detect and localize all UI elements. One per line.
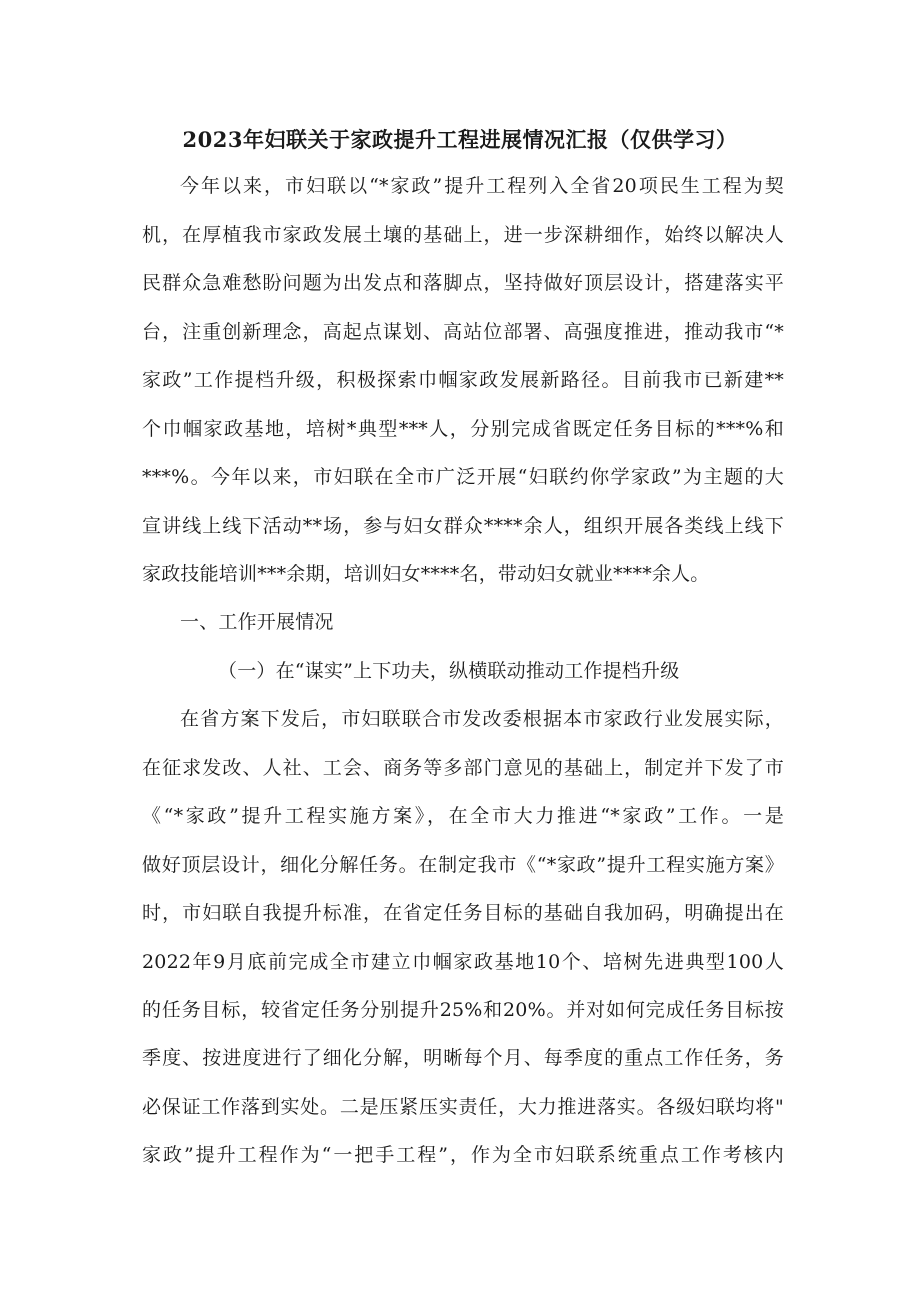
paragraph-line: 2022年9月底前完成全市建立巾帼家政基地10个、培树先进典型100人	[142, 951, 784, 973]
paragraph-line: 家政”提升工程作为“一把手工程”，作为全市妇联系统重点工作考核内	[142, 1144, 784, 1166]
subsection-heading: （一）在“谋实”上下功夫，纵横联动推动工作提档升级	[218, 660, 680, 682]
paragraph-line: 在省方案下发后，市妇联联合市发改委根据本市家政行业发展实际，	[180, 708, 784, 730]
paragraph-line: 必保证工作落到实处。二是压紧压实责任，大力推进落实。各级妇联均将"	[142, 1096, 784, 1118]
paragraph-line: 在征求发改、人社、工会、商务等多部门意见的基础上，制定并下发了市	[142, 757, 784, 779]
paragraph-line: 《“*家政”提升工程实施方案》，在全市大力推进“*家政”工作。一是	[142, 805, 784, 827]
paragraph-line: 今年以来，市妇联以“*家政”提升工程列入全省20项民生工程为契	[180, 175, 784, 197]
paragraph-line: 家政”工作提档升级，积极探索巾帼家政发展新路径。目前我市已新建**	[142, 369, 784, 391]
paragraph-line: 个巾帼家政基地，培树*典型***人，分别完成省既定任务目标的***%和	[142, 418, 784, 440]
paragraph-line: 季度、按进度进行了细化分解，明晰每个月、每季度的重点工作任务，务	[142, 1047, 784, 1069]
paragraph-line: 家政技能培训***余期，培训妇女****名，带动妇女就业****余人。	[142, 563, 710, 585]
document-title: 2023年妇联关于家政提升工程进展情况汇报（仅供学习）	[182, 127, 738, 152]
paragraph-line: 宣讲线上线下活动**场，参与妇女群众****余人，组织开展各类线上线下	[142, 515, 784, 537]
paragraph-line: 台，注重创新理念，高起点谋划、高站位部署、高强度推进，推动我市“*	[142, 321, 784, 343]
paragraph-line: 做好顶层设计，细化分解任务。在制定我市《“*家政”提升工程实施方案》	[142, 854, 784, 876]
paragraph-line: 民群众急难愁盼问题为出发点和落脚点，坚持做好顶层设计，搭建落实平	[142, 272, 784, 294]
section-heading: 一、工作开展情况	[180, 611, 334, 633]
paragraph-line: ***%。今年以来，市妇联在全市广泛开展“妇联约你学家政”为主题的大	[142, 466, 784, 488]
paragraph-line: 时，市妇联自我提升标准，在省定任务目标的基础自我加码，明确提出在	[142, 902, 784, 924]
paragraph-line: 机，在厚植我市家政发展土壤的基础上，进一步深耕细作，始终以解决人	[142, 224, 784, 246]
paragraph-line: 的任务目标，较省定任务分别提升25%和20%。并对如何完成任务目标按	[142, 999, 784, 1021]
